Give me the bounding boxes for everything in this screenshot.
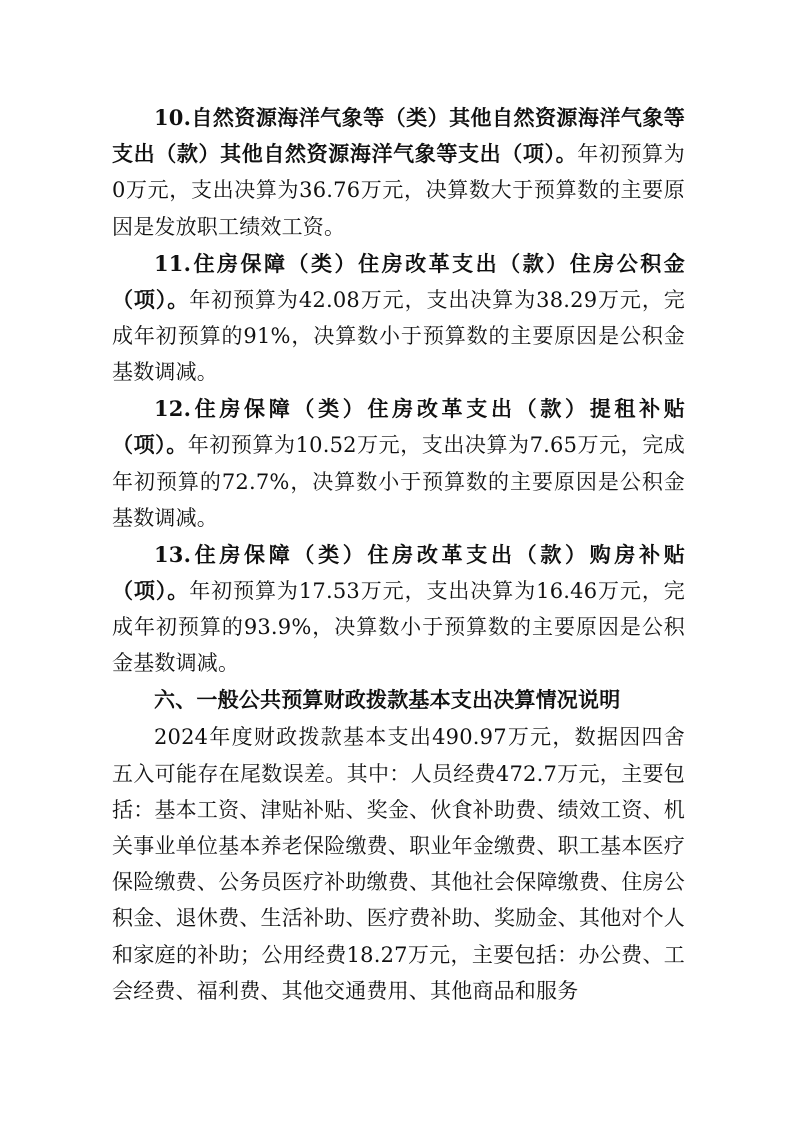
item-11-paragraph: [112, 246, 685, 391]
section-six-title: 六、一般公共预算财政拨款基本支出决算情况说明: [154, 687, 621, 713]
item-13-body: 年初预算为17.53万元，支出决算为16.46万元，完成年初预算的93.9%，决算数小于预算数的主要原因是公积金基数调减。: [112, 579, 685, 676]
item-11-heading: 11.住房保障（类）住房改革支出（款）住房公积金（项）。: [112, 250, 685, 312]
item-12-body: 年初预算为10.52万元，支出决算为7.65万元，完成年初预算的72.7%，决算数小于预算数的主要原因是公积金基数调减。: [112, 433, 685, 530]
item-13-paragraph: [112, 537, 685, 682]
item-12-heading: 12.住房保障（类）住房改革支出（款）提租补贴（项）。: [112, 396, 685, 458]
item-10-body: 年初预算为0万元，支出决算为36.76万元，决算数大于预算数的主要原因是发放职工绩效工资。: [112, 142, 686, 239]
item-12-paragraph: [112, 391, 685, 536]
item-10-paragraph: [112, 100, 685, 245]
item-10-heading: 10.自然资源海洋气象等（类）其他自然资源海洋气象等支出（款）其他自然资源海洋气象等支出（项）。: [112, 105, 685, 167]
item-11-body: 年初预算为42.08万元，支出决算为38.29万元，完成年初预算的91%，决算数小于预算数的主要原因是公积金基数调减。: [112, 287, 685, 385]
item-13-heading: 13.住房保障（类）住房改革支出（款）购房补贴（项）。: [112, 541, 685, 604]
section-six-body: 2024年度财政拨款基本支出490.97万元，数据因四舍五入可能存在尾数误差。其中：人员经费472.7万元，主要包括：基本工资、津贴补贴、奖金、伙食补助费、绩效工资、机关事业单位基本养老保险缴费、职业年金缴费、职工基本医疗保险缴费、公务员医疗补助缴费、其他社会保障缴费、住房公积金、退休费、生活补助、医疗费补助、奖励金、其他对个人和家庭的补助；公用经费18.27万元，主要包括：办公费、工会经费、福利费、其他交通费用、其他商品和服务: [112, 725, 685, 1003]
